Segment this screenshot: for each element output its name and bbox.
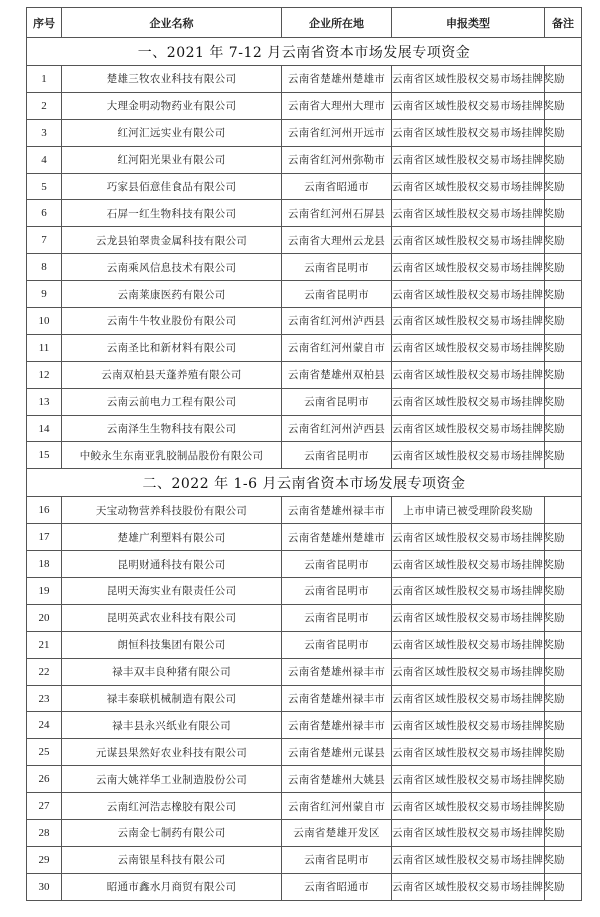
table-row: [27, 200, 582, 227]
row-type: 云南省区域性股权交易市场挂牌奖励: [392, 281, 545, 308]
row-company: 石屏一红生物科技有限公司: [62, 200, 282, 227]
row-seq: 19: [27, 578, 62, 605]
table-row: [27, 739, 582, 766]
row-company: 巧家县佰意佳食品有限公司: [62, 173, 282, 200]
row-location: 云南省楚雄州禄丰市: [282, 658, 392, 685]
table-row: [27, 524, 582, 551]
row-company: 云南金七制药有限公司: [62, 820, 282, 847]
row-company: 云南泽生生物科技有限公司: [62, 415, 282, 442]
table-row: [27, 66, 582, 93]
row-company: 云南双柏县天蓬养殖有限公司: [62, 361, 282, 388]
row-seq: 26: [27, 766, 62, 793]
row-location: 云南省昆明市: [282, 551, 392, 578]
row-company: 云南大姚祥华工业制造股份公司: [62, 766, 282, 793]
row-type: 云南省区域性股权交易市场挂牌奖励: [392, 442, 545, 469]
table-row: [27, 227, 582, 254]
row-seq: 25: [27, 739, 62, 766]
row-type: 云南省区域性股权交易市场挂牌奖励: [392, 119, 545, 146]
row-seq: 20: [27, 604, 62, 631]
row-location: 云南省昭通市: [282, 173, 392, 200]
row-seq: 9: [27, 281, 62, 308]
row-company: 天宝动物营养科技股份有限公司: [62, 497, 282, 524]
row-type: 云南省区域性股权交易市场挂牌奖励: [392, 146, 545, 173]
row-company: 朗恒科技集团有限公司: [62, 631, 282, 658]
row-company: 云南银星科技有限公司: [62, 846, 282, 873]
row-type: 云南省区域性股权交易市场挂牌奖励: [392, 766, 545, 793]
row-location: 云南省大理州大理市: [282, 92, 392, 119]
row-company: 云南乘风信息技术有限公司: [62, 254, 282, 281]
row-location: 云南省昭通市: [282, 873, 392, 900]
row-location: 云南省楚雄州楚雄市: [282, 524, 392, 551]
row-seq: 2: [27, 92, 62, 119]
row-seq: 17: [27, 524, 62, 551]
table-row: [27, 712, 582, 739]
table-row: [27, 173, 582, 200]
row-type: 云南省区域性股权交易市场挂牌奖励: [392, 551, 545, 578]
table-row: [27, 254, 582, 281]
row-location: 云南省楚雄州双柏县: [282, 361, 392, 388]
header-company: 企业名称: [62, 8, 282, 38]
table-row: [27, 361, 582, 388]
row-type: 云南省区域性股权交易市场挂牌奖励: [392, 658, 545, 685]
row-location: 云南省楚雄州元谋县: [282, 739, 392, 766]
row-type: 云南省区域性股权交易市场挂牌奖励: [392, 227, 545, 254]
row-type: 云南省区域性股权交易市场挂牌奖励: [392, 200, 545, 227]
section-title-row: [27, 38, 582, 66]
row-company: 禄丰县永兴纸业有限公司: [62, 712, 282, 739]
row-location: 云南省红河州泸西县: [282, 308, 392, 335]
row-seq: 3: [27, 119, 62, 146]
row-company: 红河汇远实业有限公司: [62, 119, 282, 146]
row-seq: 13: [27, 388, 62, 415]
row-seq: 6: [27, 200, 62, 227]
row-location: 云南省昆明市: [282, 631, 392, 658]
row-type: 云南省区域性股权交易市场挂牌奖励: [392, 685, 545, 712]
row-company: 云南圣比和新材料有限公司: [62, 334, 282, 361]
row-company: 昆明英武农业科技有限公司: [62, 604, 282, 631]
row-company: 云南牛牛牧业股份有限公司: [62, 308, 282, 335]
row-location: 云南省楚雄州禄丰市: [282, 685, 392, 712]
row-seq: 1: [27, 66, 62, 93]
header-seq: 序号: [27, 8, 62, 38]
row-company: 禄丰双丰良种猪有限公司: [62, 658, 282, 685]
row-location: 云南省昆明市: [282, 254, 392, 281]
table-row: [27, 578, 582, 605]
row-location: 云南省红河州石屏县: [282, 200, 392, 227]
table-row: [27, 685, 582, 712]
row-seq: 5: [27, 173, 62, 200]
row-type: 云南省区域性股权交易市场挂牌奖励: [392, 415, 545, 442]
row-seq: 14: [27, 415, 62, 442]
table-row: [27, 415, 582, 442]
table-row: [27, 551, 582, 578]
row-company: 楚雄广利塑料有限公司: [62, 524, 282, 551]
table-row: [27, 388, 582, 415]
row-type: 云南省区域性股权交易市场挂牌奖励: [392, 361, 545, 388]
row-location: 云南省红河州弥勒市: [282, 146, 392, 173]
row-seq: 16: [27, 497, 62, 524]
table-row: [27, 281, 582, 308]
row-location: 云南省昆明市: [282, 846, 392, 873]
row-company: 中鲛永生东南亚乳胶制品股份有限公司: [62, 442, 282, 469]
row-location: 云南省红河州蒙自市: [282, 793, 392, 820]
row-seq: 27: [27, 793, 62, 820]
row-seq: 8: [27, 254, 62, 281]
table-row: [27, 334, 582, 361]
row-type: 云南省区域性股权交易市场挂牌奖励: [392, 873, 545, 900]
row-seq: 10: [27, 308, 62, 335]
row-seq: 30: [27, 873, 62, 900]
row-type: 云南省区域性股权交易市场挂牌奖励: [392, 631, 545, 658]
row-type: 云南省区域性股权交易市场挂牌奖励: [392, 712, 545, 739]
row-seq: 18: [27, 551, 62, 578]
table-row: [27, 442, 582, 469]
row-type: 云南省区域性股权交易市场挂牌奖励: [392, 173, 545, 200]
row-seq: 7: [27, 227, 62, 254]
table-row: [27, 497, 582, 524]
row-location: 云南省红河州泸西县: [282, 415, 392, 442]
table-row: [27, 820, 582, 847]
table-header-row: [27, 8, 582, 38]
row-location: 云南省楚雄开发区: [282, 820, 392, 847]
row-seq: 22: [27, 658, 62, 685]
section-title-row: [27, 469, 582, 497]
header-location: 企业所在地: [282, 8, 392, 38]
row-company: 楚雄三牧农业科技有限公司: [62, 66, 282, 93]
row-type: 云南省区域性股权交易市场挂牌奖励: [392, 739, 545, 766]
table-row: [27, 604, 582, 631]
header-type: 申报类型: [392, 8, 545, 38]
row-location: 云南省楚雄州禄丰市: [282, 497, 392, 524]
row-location: 云南省红河州开远市: [282, 119, 392, 146]
table-row: [27, 308, 582, 335]
row-type: 云南省区域性股权交易市场挂牌奖励: [392, 820, 545, 847]
row-location: 云南省楚雄州大姚县: [282, 766, 392, 793]
row-location: 云南省昆明市: [282, 604, 392, 631]
row-type: 云南省区域性股权交易市场挂牌奖励: [392, 604, 545, 631]
table-row: [27, 873, 582, 900]
row-company: 云龙县铂翠贵金属科技有限公司: [62, 227, 282, 254]
row-seq: 12: [27, 361, 62, 388]
row-company: 禄丰泰联机械制造有限公司: [62, 685, 282, 712]
row-seq: 28: [27, 820, 62, 847]
row-type: 云南省区域性股权交易市场挂牌奖励: [392, 388, 545, 415]
row-type: 云南省区域性股权交易市场挂牌奖励: [392, 66, 545, 93]
row-seq: 4: [27, 146, 62, 173]
row-type: 云南省区域性股权交易市场挂牌奖励: [392, 92, 545, 119]
row-type: 云南省区域性股权交易市场挂牌奖励: [392, 334, 545, 361]
row-company: 云南红河浩志橡胶有限公司: [62, 793, 282, 820]
row-location: 云南省昆明市: [282, 442, 392, 469]
row-location: 云南省楚雄州楚雄市: [282, 66, 392, 93]
row-location: 云南省楚雄州禄丰市: [282, 712, 392, 739]
row-type: 上市申请已被受理阶段奖励: [392, 497, 545, 524]
row-company: 昆明财通科技有限公司: [62, 551, 282, 578]
row-location: 云南省昆明市: [282, 281, 392, 308]
row-seq: 15: [27, 442, 62, 469]
row-company: 大理金明动物药业有限公司: [62, 92, 282, 119]
row-seq: 11: [27, 334, 62, 361]
row-location: 云南省大理州云龙县: [282, 227, 392, 254]
row-location: 云南省红河州蒙自市: [282, 334, 392, 361]
header-note: 备注: [545, 8, 582, 38]
row-type: 云南省区域性股权交易市场挂牌奖励: [392, 308, 545, 335]
table-row: [27, 92, 582, 119]
section-title: 一、2021 年 7-12 月云南省资本市场发展专项资金: [27, 38, 582, 66]
row-company: 云南莱康医药有限公司: [62, 281, 282, 308]
row-company: 元谋县果然好农业科技有限公司: [62, 739, 282, 766]
table-row: [27, 119, 582, 146]
table-body: [27, 38, 582, 901]
row-company: 昭通市鑫水月商贸有限公司: [62, 873, 282, 900]
table-row: [27, 146, 582, 173]
section-title: 二、2022 年 1-6 月云南省资本市场发展专项资金: [27, 469, 582, 497]
table-row: [27, 658, 582, 685]
table-row: [27, 793, 582, 820]
award-list-table: [26, 7, 582, 901]
row-location: 云南省昆明市: [282, 578, 392, 605]
row-seq: 21: [27, 631, 62, 658]
row-type: 云南省区域性股权交易市场挂牌奖励: [392, 578, 545, 605]
row-seq: 29: [27, 846, 62, 873]
row-note: [545, 497, 582, 524]
row-location: 云南省昆明市: [282, 388, 392, 415]
row-company: 昆明天海实业有限责任公司: [62, 578, 282, 605]
table-row: [27, 766, 582, 793]
table-row: [27, 846, 582, 873]
row-type: 云南省区域性股权交易市场挂牌奖励: [392, 846, 545, 873]
row-company: 云南云前电力工程有限公司: [62, 388, 282, 415]
row-seq: 23: [27, 685, 62, 712]
table-row: [27, 631, 582, 658]
row-type: 云南省区域性股权交易市场挂牌奖励: [392, 254, 545, 281]
row-type: 云南省区域性股权交易市场挂牌奖励: [392, 793, 545, 820]
row-type: 云南省区域性股权交易市场挂牌奖励: [392, 524, 545, 551]
row-seq: 24: [27, 712, 62, 739]
row-company: 红河阳光果业有限公司: [62, 146, 282, 173]
